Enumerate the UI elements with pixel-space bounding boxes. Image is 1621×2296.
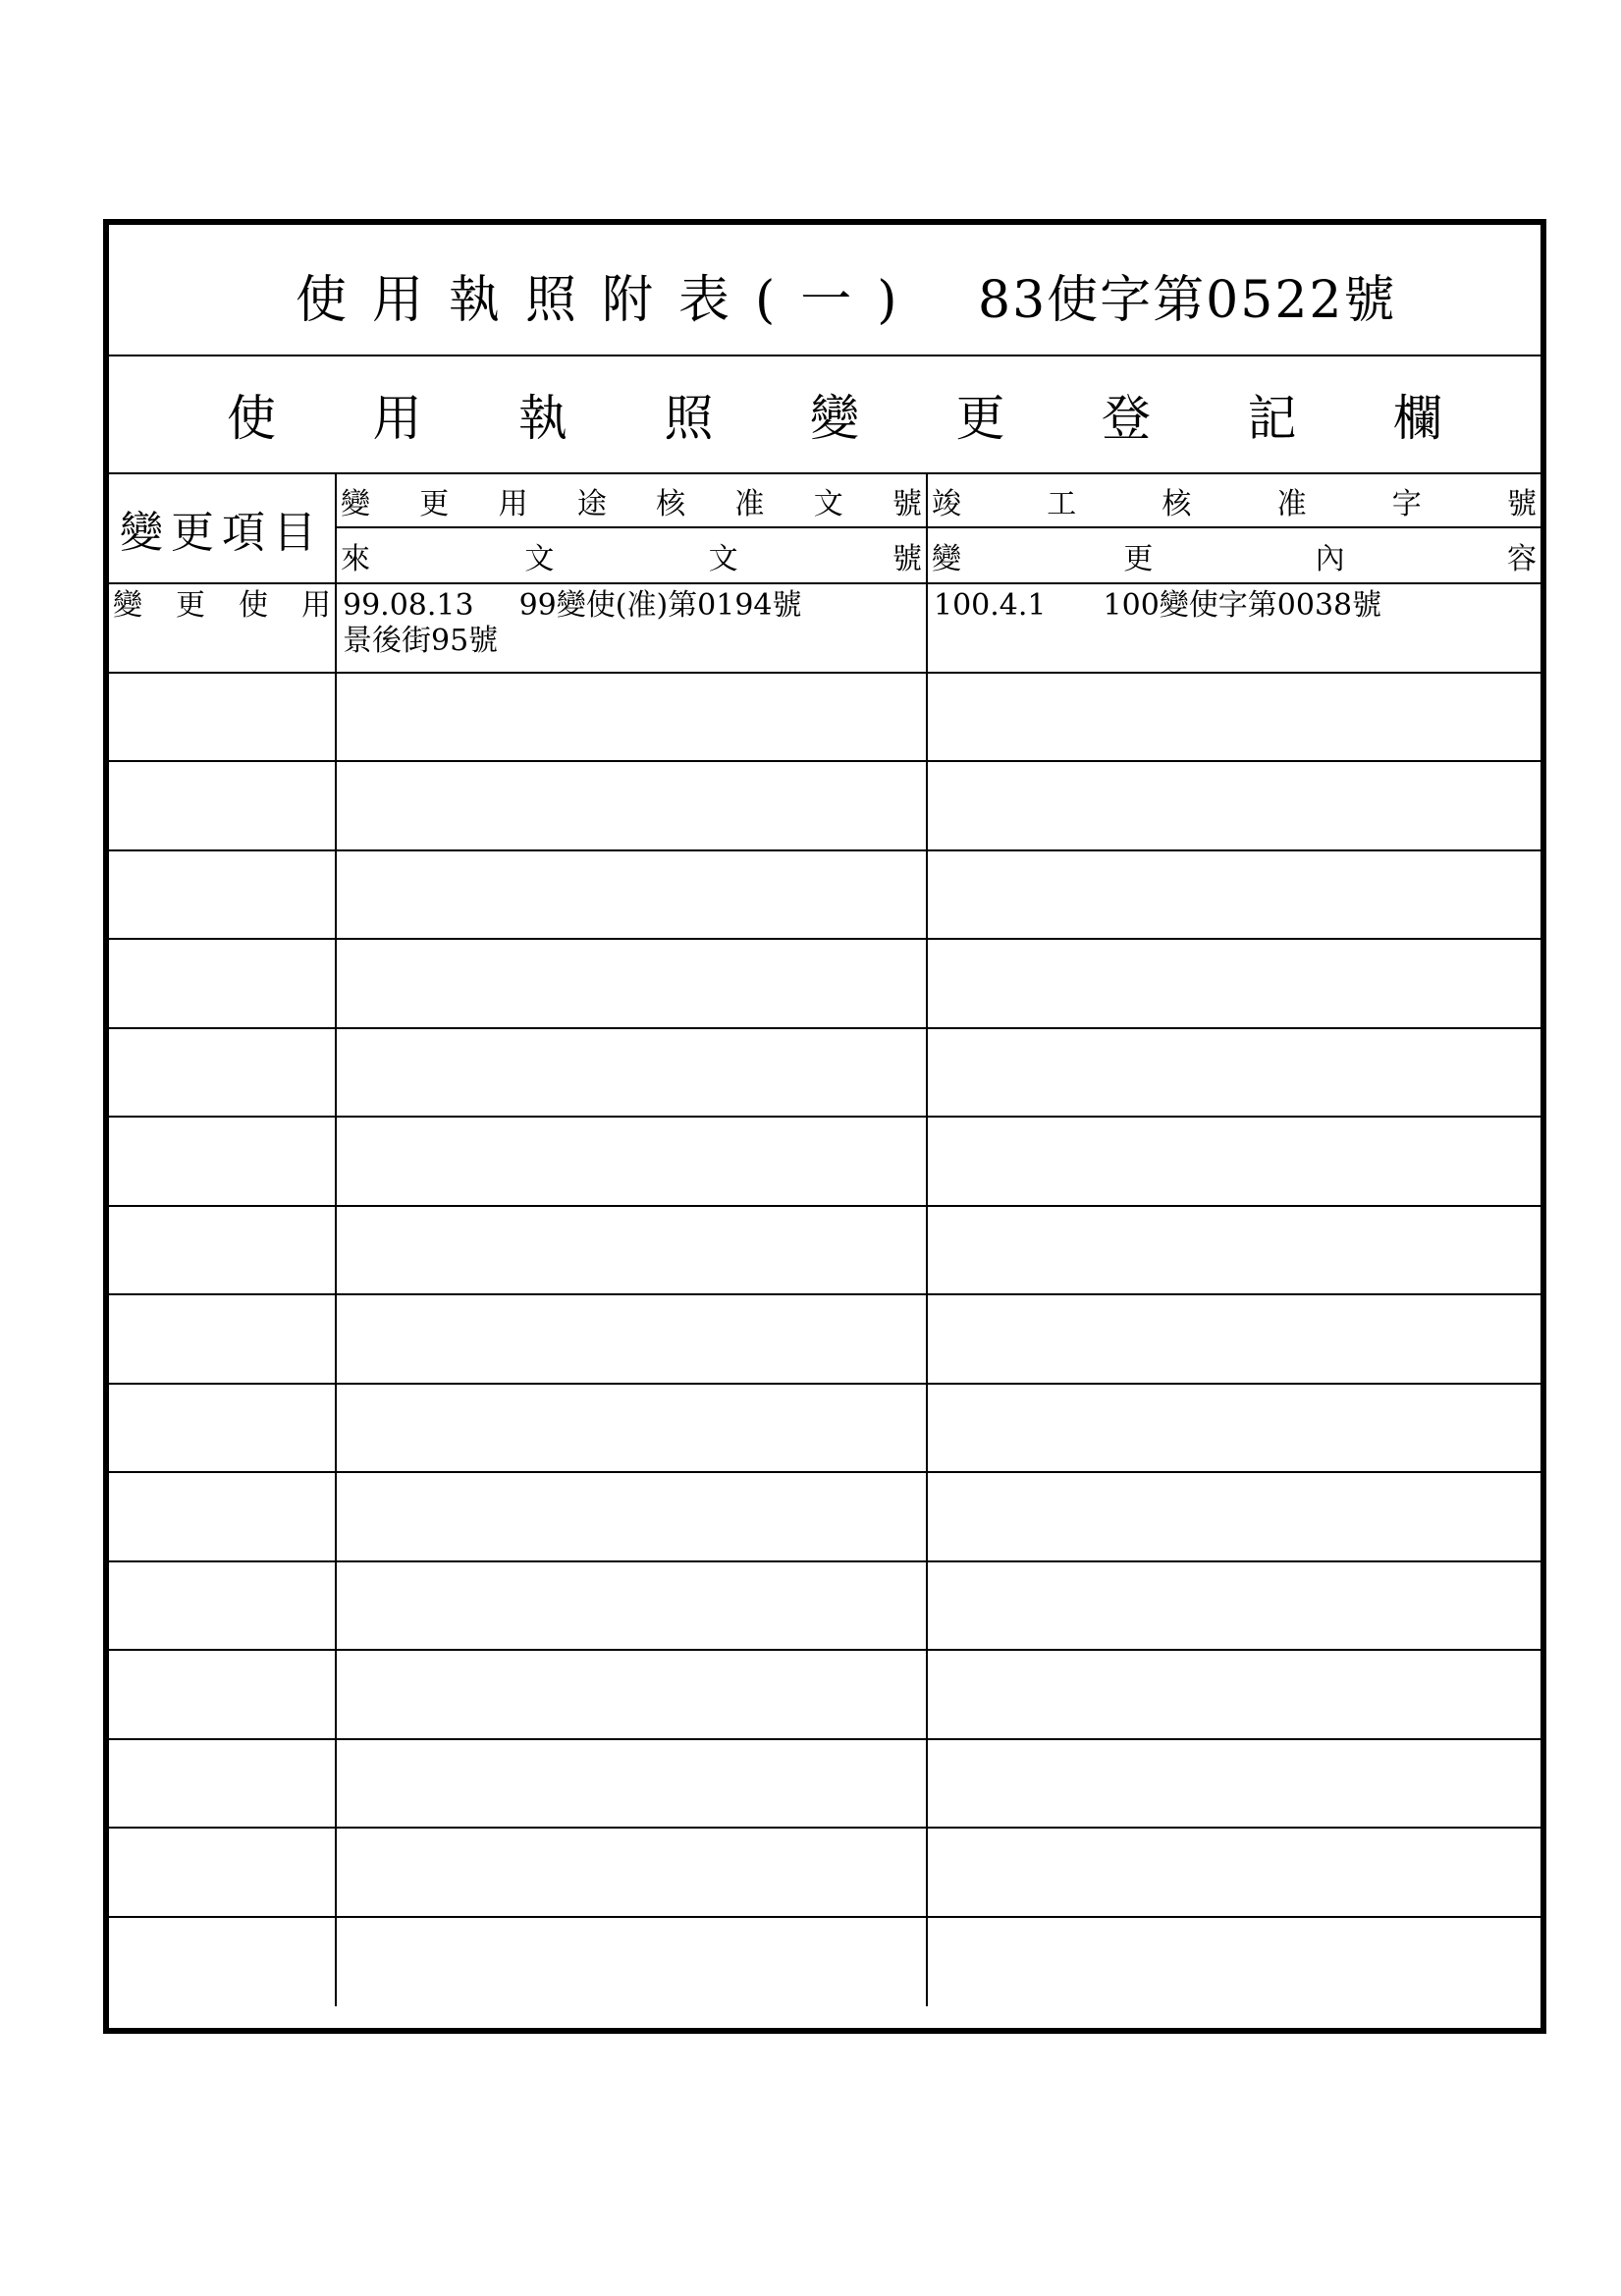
header-char: 變 — [341, 486, 370, 521]
subtitle-char: 欄 — [1393, 390, 1442, 447]
change-item-cell — [109, 1385, 337, 1472]
subtitle-char: 執 — [518, 390, 567, 447]
title-row — [109, 225, 1540, 356]
completion-cell — [928, 1562, 1540, 1650]
incoming-doc-cell — [337, 1385, 928, 1472]
header-char: 文 — [813, 486, 843, 521]
header-char: 准 — [734, 486, 765, 521]
incoming-doc-cell — [337, 584, 928, 672]
header-char: 文 — [708, 541, 738, 576]
completion-cell — [928, 762, 1540, 849]
completion-cell — [928, 584, 1540, 672]
header-char: 核 — [1162, 486, 1192, 521]
header-char: 竣 — [932, 486, 961, 521]
doc-date: 99.08.13 — [343, 588, 474, 623]
completion-cell — [928, 1740, 1540, 1828]
table-row — [109, 1118, 1540, 1207]
incoming-doc-cell — [337, 1118, 928, 1205]
header-char: 變 — [932, 541, 961, 576]
completion-cell — [928, 851, 1540, 939]
header-char: 字 — [1391, 486, 1422, 521]
incoming-doc-cell — [337, 1295, 928, 1383]
subtitle-char: 登 — [1102, 390, 1151, 447]
incoming-doc-cell — [337, 1740, 928, 1828]
completion-cell — [928, 1118, 1540, 1205]
item-char: 變 — [113, 588, 142, 623]
subtitle-row — [109, 356, 1540, 474]
table-row — [109, 1829, 1540, 1918]
table-row — [109, 1473, 1540, 1562]
header-completion-approval-no — [928, 474, 1540, 528]
completion-cell — [928, 940, 1540, 1027]
incoming-doc-cell — [337, 1829, 928, 1916]
incoming-doc-cell — [337, 851, 928, 939]
header-char: 核 — [656, 486, 686, 521]
change-item-cell — [109, 851, 337, 939]
item-char: 使 — [239, 588, 268, 623]
table-header — [109, 474, 1540, 584]
incoming-doc-cell — [337, 1029, 928, 1117]
table-row — [109, 1385, 1540, 1474]
change-item-cell — [109, 1740, 337, 1828]
header-change-item: 變更項目 — [109, 474, 337, 582]
doc-number: 99變使(准)第0194號 — [518, 588, 802, 623]
header-char: 更 — [419, 486, 450, 521]
change-item-cell — [109, 762, 337, 849]
completion-number: 100變使字第0038號 — [1103, 588, 1382, 623]
header-char: 途 — [576, 486, 607, 521]
change-item-cell — [109, 1829, 337, 1916]
incoming-doc-cell — [337, 940, 928, 1027]
header-change-content — [928, 528, 1540, 582]
table-row — [109, 1651, 1540, 1740]
header-char: 文 — [524, 541, 555, 576]
table-row — [109, 1029, 1540, 1119]
subtitle-char: 用 — [372, 390, 422, 447]
item-char: 用 — [301, 588, 331, 623]
table-row — [109, 762, 1540, 851]
header-char: 用 — [498, 486, 528, 521]
change-item-cell — [109, 1295, 337, 1383]
header-change-use-approval-no — [337, 474, 928, 528]
change-item-cell — [109, 1651, 337, 1738]
change-item-cell — [109, 1562, 337, 1650]
change-item-cell — [109, 1207, 337, 1294]
permit-number: 83使字第0522號 — [978, 271, 1397, 330]
header-char: 工 — [1047, 486, 1077, 521]
completion-cell — [928, 674, 1540, 761]
completion-cell — [928, 1918, 1540, 2007]
completion-cell — [928, 1029, 1540, 1117]
incoming-doc-cell — [337, 762, 928, 849]
subtitle-char: 變 — [810, 390, 859, 447]
subtitle-char: 照 — [664, 390, 714, 447]
subtitle-char: 使 — [227, 390, 276, 447]
doc-address: 景後街95號 — [343, 624, 499, 658]
incoming-doc-cell — [337, 1562, 928, 1650]
header-incoming-doc-no — [337, 528, 928, 582]
license-form — [103, 219, 1546, 2034]
completion-cell — [928, 1295, 1540, 1383]
completion-date: 100.4.1 — [934, 588, 1047, 623]
change-item-cell — [109, 584, 337, 672]
header-char: 准 — [1276, 486, 1307, 521]
header-char: 來 — [341, 541, 370, 576]
change-item-cell — [109, 1029, 337, 1117]
change-item-cell — [109, 1918, 337, 2007]
change-item-cell — [109, 674, 337, 761]
incoming-doc-cell — [337, 1918, 928, 2007]
incoming-doc-line — [343, 588, 920, 624]
completion-cell — [928, 1385, 1540, 1472]
table-row — [109, 1562, 1540, 1652]
incoming-doc-cell — [337, 1651, 928, 1738]
incoming-doc-cell — [337, 674, 928, 761]
incoming-doc-cell — [337, 1207, 928, 1294]
incoming-doc-cell — [337, 1473, 928, 1560]
subtitle-char: 更 — [955, 390, 1005, 447]
completion-cell — [928, 1829, 1540, 1916]
table-row — [109, 1918, 1540, 2007]
header-char: 容 — [1506, 541, 1537, 576]
header-char: 更 — [1123, 541, 1154, 576]
completion-cell — [928, 1207, 1540, 1294]
completion-cell — [928, 1651, 1540, 1738]
item-char: 更 — [176, 588, 205, 623]
header-char: 號 — [892, 486, 922, 521]
table-row — [109, 1207, 1540, 1296]
table-row — [109, 851, 1540, 941]
header-char: 內 — [1315, 541, 1345, 576]
table-body — [109, 584, 1540, 2028]
table-row — [109, 1295, 1540, 1385]
header-char: 號 — [892, 541, 922, 576]
table-row — [109, 940, 1540, 1029]
header-char: 號 — [1506, 486, 1537, 521]
form-title: 使用執照附表(一) — [296, 271, 923, 330]
change-item-cell — [109, 940, 337, 1027]
table-row — [109, 674, 1540, 763]
table-row — [109, 584, 1540, 674]
change-item-cell — [109, 1473, 337, 1560]
table-row — [109, 1740, 1540, 1830]
change-item-cell — [109, 1118, 337, 1205]
completion-cell — [928, 1473, 1540, 1560]
subtitle-char: 記 — [1247, 390, 1297, 447]
